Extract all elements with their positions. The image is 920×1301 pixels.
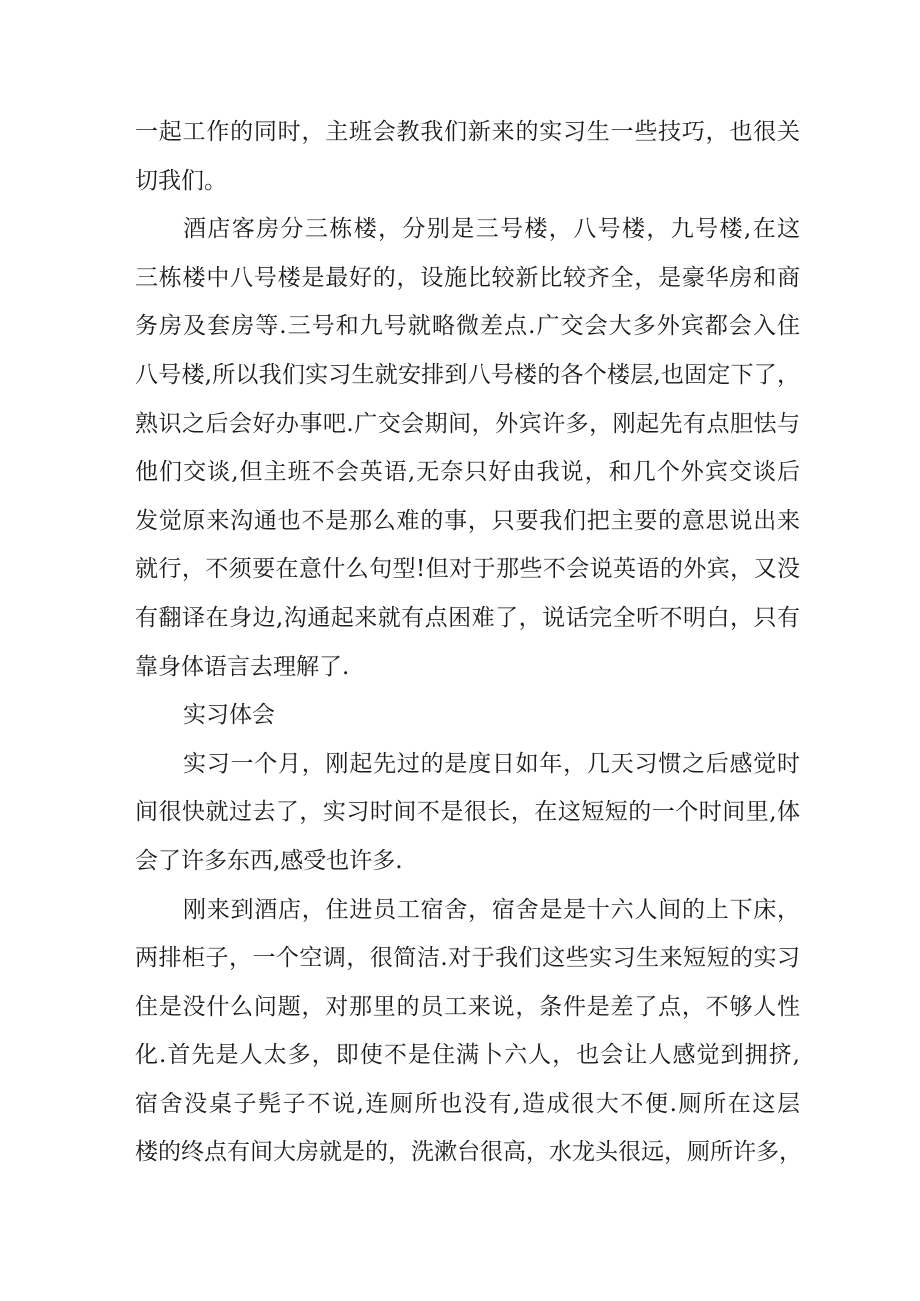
text-line: 八号楼,所以我们实习生就安排到八号楼的各个楼层,也固定下了， (135, 361, 800, 388)
text-line: 他们交谈,但主班不会英语,无奈只好由我说，和几个外宾交谈后 (135, 459, 800, 486)
text-line: 酒店客房分三栋楼，分别是三号楼，八号楼，九号楼,在这 (183, 216, 800, 243)
text-line: 会了许多东西,感受也许多. (135, 847, 403, 874)
text-line: 实习一个月，刚起先过的是度日如年，几天习惯之后感觉时 (183, 750, 800, 777)
body-text (135, 108, 800, 1177)
text-line: 化.首先是人太多，即使不是住满卜六人，也会让人感觉到拥挤, (135, 1042, 800, 1069)
text-line: 有翻译在身边,沟通起来就有点困难了，说话完全听不明白，只有 (135, 604, 800, 631)
text-line: 楼的终点有间大房就是的，洗漱台很高，水龙头很远，厕所许多， (135, 1139, 802, 1166)
text-line: 住是没什么问题，对那里的员工来说，条件是差了点，不够人性 (135, 993, 800, 1020)
text-line: 切我们。 (135, 167, 227, 194)
text-line: 实习体会 (183, 702, 275, 729)
text-line: 刚来到酒店，住进员工宿舍，宿舍是是十六人间的上下床， (183, 896, 800, 923)
text-line: 发觉原来沟通也不是那么难的事，只要我们把主要的意思说出来 (135, 507, 800, 534)
text-line: 两排柜子，一个空调，很简洁.对于我们这些实习生来短短的实习 (135, 945, 800, 972)
text-line: 宿舍没桌子髡子不说,连厕所也没有,造成很大不便.厕所在这层 (135, 1090, 800, 1117)
text-line: 就行，不须要在意什么句型!但对于那些不会说英语的外宾，又没 (135, 556, 800, 583)
text-line: 靠身体语言去理解了. (135, 653, 350, 680)
text-line: 熟识之后会好办事吧.广交会期间，外宾许多，刚起先有点胆怯与 (135, 410, 800, 437)
text-line: 一起工作的同时，主班会教我们新来的实习生一些技巧，也很关 (135, 119, 800, 145)
text-line: 三栋楼中八号楼是最好的，设施比较新比较齐全，是豪华房和商 (135, 264, 800, 291)
text-line: 间很快就过去了，实习时间不是很长，在这短短的一个时间里,体 (135, 799, 800, 826)
text-line: 务房及套房等.三号和九号就略微差点.广交会大多外宾都会入住 (135, 313, 800, 340)
